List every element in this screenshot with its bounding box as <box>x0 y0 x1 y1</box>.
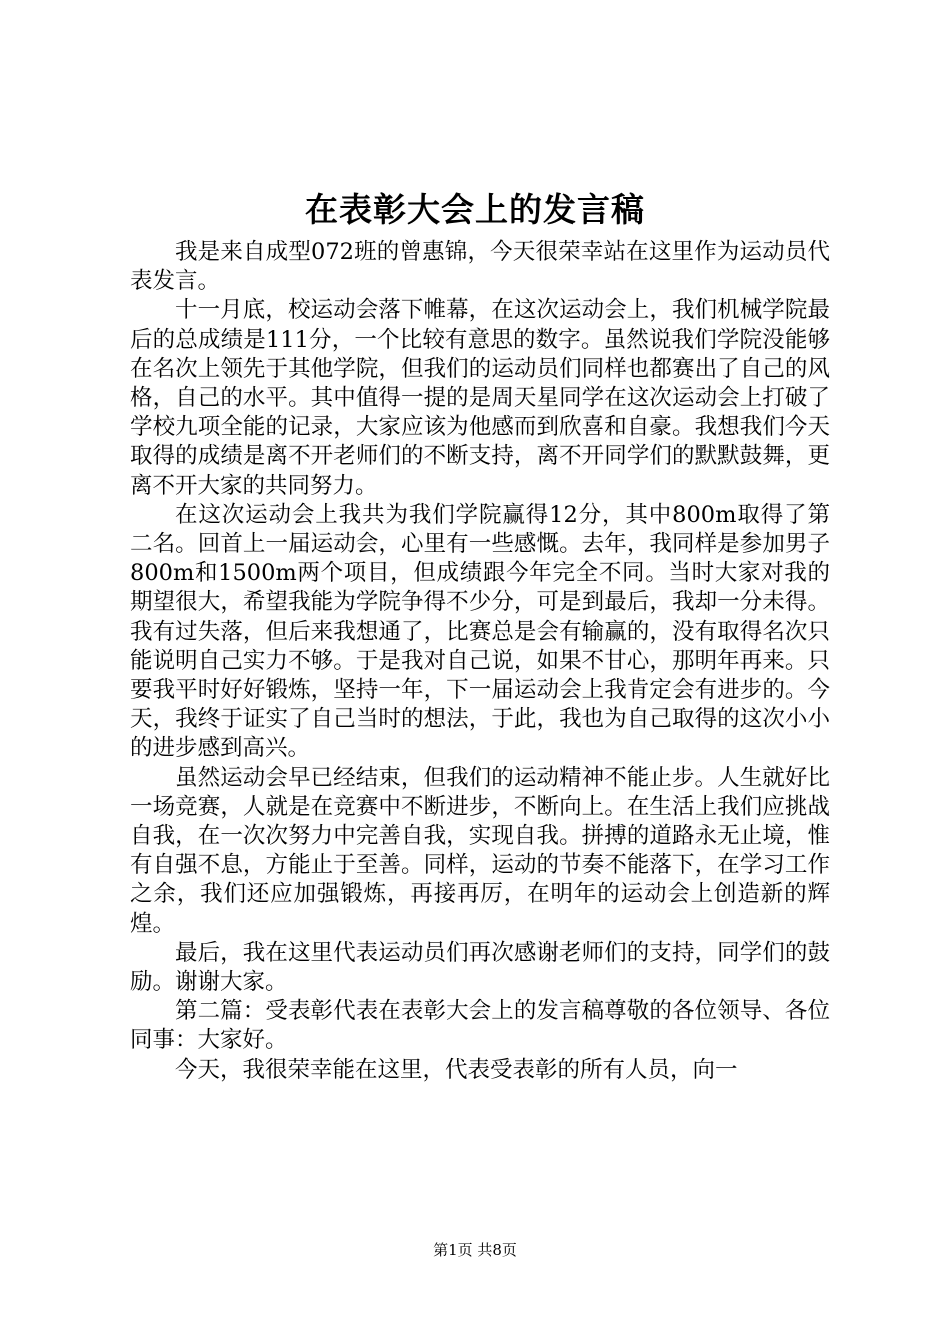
paragraph-spirit: 虽然运动会早已经结束，但我们的运动精神不能止步。人生就好比一场竞赛，人就是在竞赛中不断进步，不断向上。在生活上我们应挑战自我，在一次次努力中完善自我，实现自我。拼搏的道路永无止境，惟有自强不息，方能止于至善。同样，运动的节奏不能落下，在学习工作之余，我们还应加强锻炼，再接再厉，在明年的运动会上创造新的辉煌。 <box>130 764 830 937</box>
paragraph-thanks: 最后，我在这里代表运动员们再次感谢老师们的支持，同学们的鼓励。谢谢大家。 <box>130 939 830 996</box>
document-body <box>130 238 830 1085</box>
paragraph-intro: 我是来自成型072班的曾惠锦，今天很荣幸站在这里作为运动员代表发言。 <box>130 239 830 295</box>
paragraph-second-start: 今天，我很荣幸能在这里，代表受表彰的所有人员，向一 <box>175 1056 738 1083</box>
page-number-footer: 第1页 共8页 <box>433 1241 517 1259</box>
paragraph-second-title: 第二篇：受表彰代表在表彰大会上的发言稿尊敬的各位领导、各位同事：大家好。 <box>130 998 830 1054</box>
paragraph-results: 十一月底，校运动会落下帷幕，在这次运动会上，我们机械学院最后的总成绩是111分，一个比较有意思的数字。虽然说我们学院没能够在名次上领先于其他学院，但我们的运动员们同样也都赛出了自己的风格，自己的水平。其中值得一提的是周天星同学在这次运动会上打破了学校九项全能的记录，大家应该为他感而到欣喜和自豪。我想我们今天取得的成绩是离不开老师们的不断支持，离不开同学们的默默鼓舞，更离不开大家的共同努力。 <box>130 297 830 499</box>
document-title: 在表彰大会上的发言稿 <box>305 190 645 229</box>
paragraph-personal: 在这次运动会上我共为我们学院赢得12分，其中800m取得了第二名。回首上一届运动会，心里有一些感慨。去年，我同样是参加男子800m和1500m两个项目，但成绩跟今年完全不同。当时大家对我的期望很大，希望我能为学院争得不少分，可是到最后，我却一分未得。我有过失落，但后来我想通了，比赛总是会有输赢的，没有取得名次只能说明自己实力不够。于是我对自己说，如果不甘心，那明年再来。只要我平时好好锻炼，坚持一年，下一届运动会上我肯定会有进步的。今天，我终于证实了自己当时的想法，于此，我也为自己取得的这次小小的进步感到高兴。 <box>130 501 830 762</box>
